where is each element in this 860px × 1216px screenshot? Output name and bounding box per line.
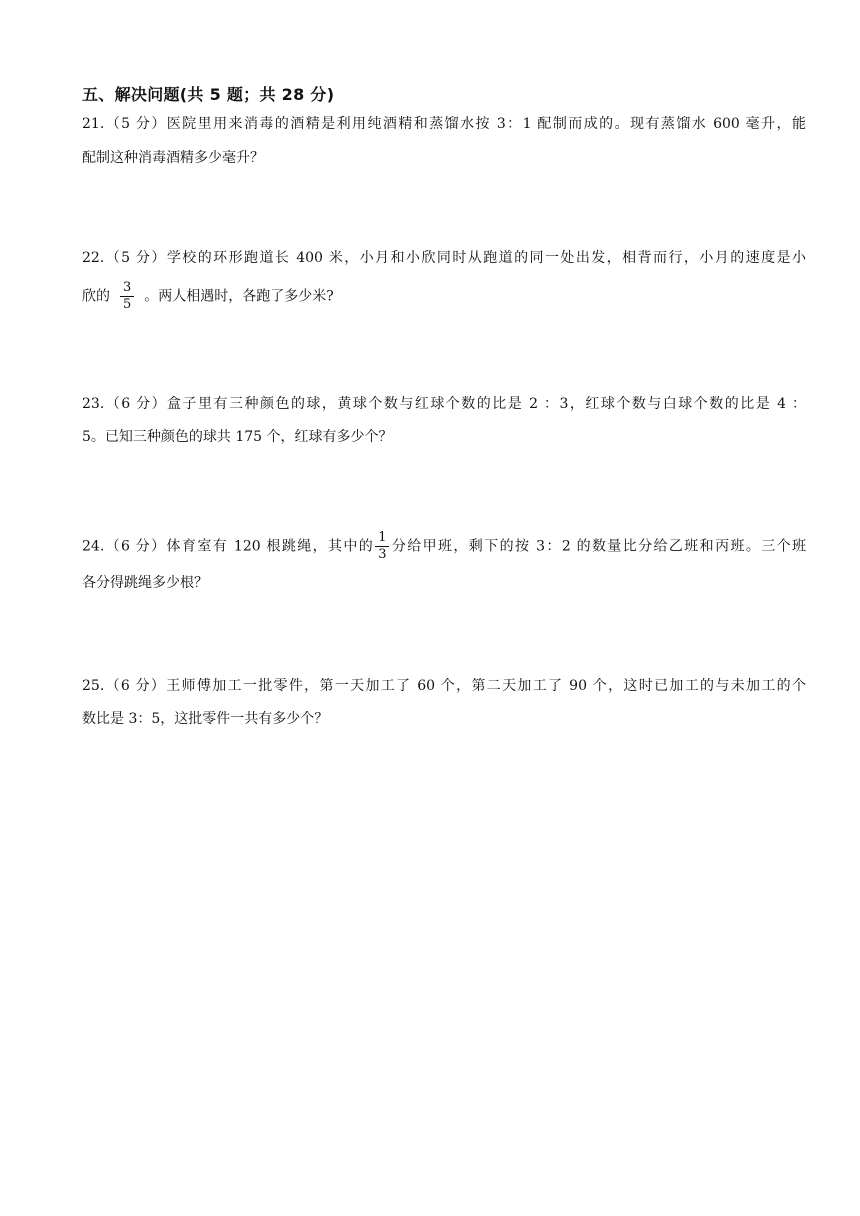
question-23-line-1: 23.（6 分）盒子里有三种颜色的球，黄球个数与红球个数的比是 2 ：3，红球个数与白球个数的比是 4 ：	[82, 396, 806, 412]
question-23-line-2: 5。已知三种颜色的球共 175 个，红球有多少个？	[82, 429, 393, 445]
fraction-numerator: 1	[375, 530, 389, 547]
fraction-denominator: 3	[378, 547, 387, 562]
fraction-one-third	[375, 530, 389, 563]
section-title: 五、解决问题(共 5 题；共 28 分)	[82, 85, 335, 104]
question-22-text-after-fraction: 。两人相遇时，各跑了多少米?	[144, 288, 334, 305]
question-24-line-1	[82, 530, 806, 563]
question-22-line-2	[82, 280, 334, 313]
fraction-three-fifths	[120, 280, 134, 313]
question-22-text-before-fraction: 欣的	[82, 288, 110, 305]
fraction-numerator: 3	[120, 280, 134, 297]
question-25-line-2: 数比是 3：5，这批零件一共有多少个？	[82, 711, 329, 727]
question-22-line-1: 22.（5 分）学校的环形跑道长 400 米，小月和小欣同时从跑道的同一处出发，相背而行，小月的速度是小	[82, 250, 806, 266]
question-21-line-1: 21.（5 分）医院里用来消毒的酒精是利用纯酒精和蒸馏水按 3：1 配制而成的。现有蒸馏水 600 毫升，能	[82, 116, 806, 132]
question-24-line-2: 各分得跳绳多少根？	[82, 575, 208, 591]
question-21-line-2: 配制这种消毒酒精多少毫升？	[82, 150, 264, 166]
question-24-text-before-fraction: 24.（6 分）体育室有 120 根跳绳，其中的	[82, 538, 375, 555]
question-24-text-after-fraction: 分给甲班，剩下的按 3：2 的数量比分给乙班和丙班。三个班	[390, 538, 807, 555]
question-25-line-1: 25.（6 分）王师傅加工一批零件，第一天加工了 60 个，第二天加工了 90 个，这时已加工的与未加工的个	[82, 678, 806, 694]
fraction-denominator: 5	[123, 297, 132, 312]
